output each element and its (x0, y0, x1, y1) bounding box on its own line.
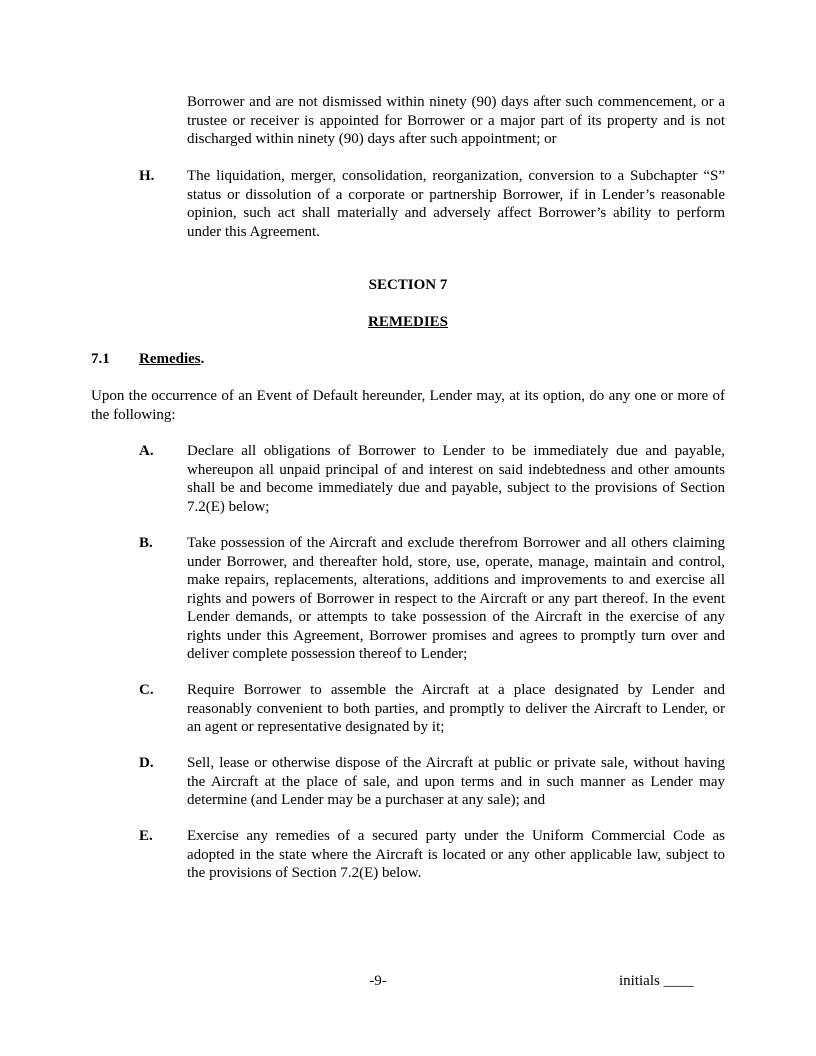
initials-line: initials ____ (619, 973, 694, 989)
item-h-letter: H. (139, 168, 155, 184)
item-h-text: The liquidation, merger, consolidation, reorganization, conversion to a Subchapter “S” status or dissolution of a corporate or partnership Borrower, if in Lender’s reasonable opinion, such act shall materially and adversely affect Borrower’s ability to perform under this Agreement. (187, 168, 725, 240)
remedy-e-text: Exercise any remedies of a secured party under the Uniform Commercial Code as adopted in the state where the Aircraft is located or any other applicable law, subject to the provisions of Section 7.2(E) below. (187, 828, 725, 881)
section-title-text: REMEDIES (367, 314, 449, 330)
subsection-title-text: Remedies (139, 351, 201, 367)
remedy-c-text: Require Borrower to assemble the Aircraft at a place designated by Lender and reasonably convenient to both parties, and promptly to deliver the Aircraft to Lender, or an agent or representative designated by it; (187, 682, 725, 735)
remedy-b-text: Take possession of the Aircraft and exclude therefrom Borrower and all others claiming under Borrower, and thereafter hold, store, use, operate, manage, maintain and control, make repairs, replacements, alterations, additions and improvements to and exercise all rights and powers of Borrower in respect to the Aircraft or any part thereof. In the event Lender demands, or attempts to take possession of the Aircraft in the exercise of any rights under this Agreement, Borrower promises and agrees to promptly turn over and deliver complete possession thereof to Lender; (187, 535, 725, 662)
subsection-title-suffix: . (200, 351, 205, 367)
intro-paragraph: Upon the occurrence of an Event of Default hereunder, Lender may, at its option, do any one or more of the following: (91, 388, 725, 423)
subsection-title (139, 350, 204, 369)
section-title-heading (0, 313, 816, 332)
continuation-paragraph: Borrower and are not dismissed within ninety (90) days after such commencement, or a trustee or receiver is appointed for Borrower or a major part of its property and is not discharged within ninety (90) days after such appointment; or (187, 94, 725, 147)
page-number: -9- (369, 973, 387, 989)
remedy-d-letter: D. (139, 755, 154, 771)
remedy-d-text: Sell, lease or otherwise dispose of the Aircraft at public or private sale, without having the Aircraft at the place of sale, and upon terms and in such manner as Lender may determine (and Lender may be a purchaser at any sale); and (187, 755, 725, 808)
section-number-heading: SECTION 7 (368, 277, 448, 293)
remedy-c-letter: C. (139, 682, 154, 698)
remedy-e-letter: E. (139, 828, 153, 844)
subsection-number: 7.1 (91, 351, 110, 367)
remedy-a-letter: A. (139, 443, 154, 459)
remedy-a-text: Declare all obligations of Borrower to Lender to be immediately due and payable, whereupon all unpaid principal of and interest on said indebtedness and other amounts shall be and become immediately due and payable, subject to the provisions of Section 7.2(E) below; (187, 443, 725, 515)
remedy-b-letter: B. (139, 535, 153, 551)
